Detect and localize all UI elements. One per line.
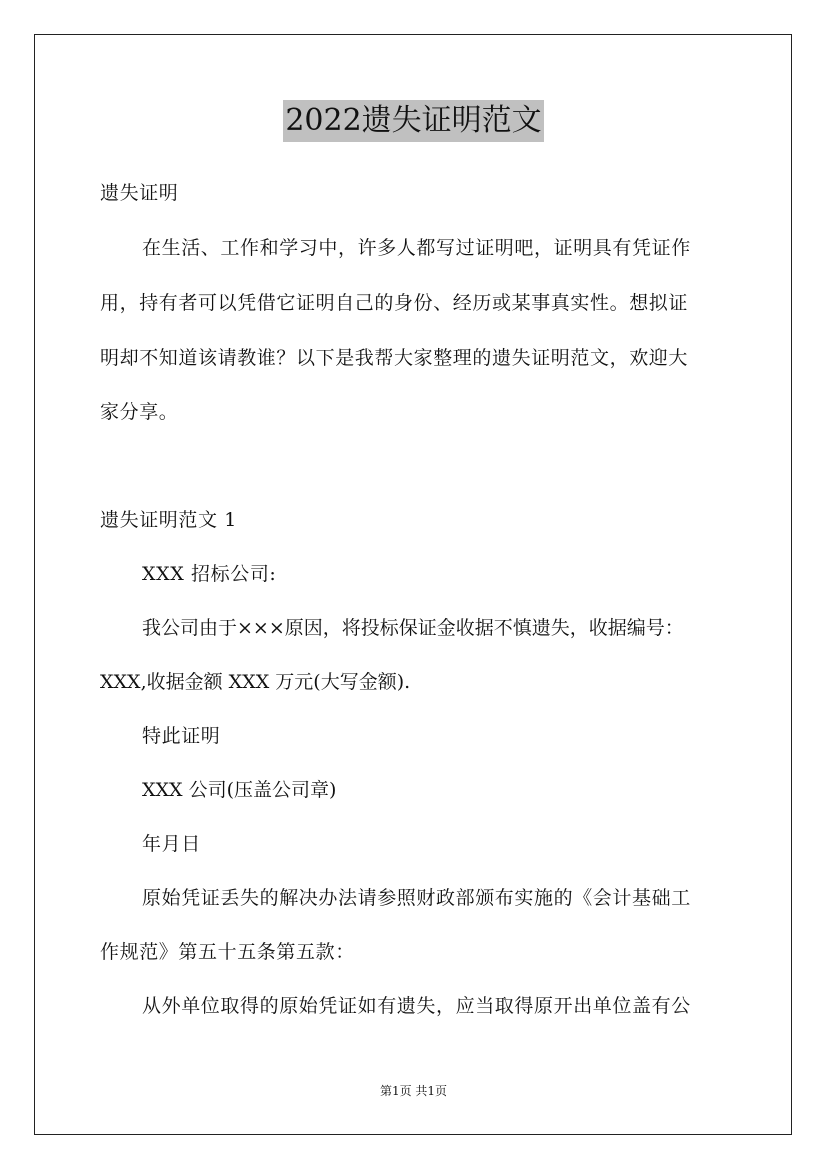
body-line-2: XXX,收据金额 XXX 万元(大写金额). [100, 671, 411, 693]
note-line-3: 从外单位取得的原始凭证如有遗失，应当取得原开出单位盖有公 [142, 995, 691, 1017]
intro-line-3: 明却不知道该请教谁？以下是我帮大家整理的遗失证明范文，欢迎大 [100, 347, 689, 369]
page-number-footer: 第1页 共1页 [379, 1084, 448, 1098]
body-line-1: 我公司由于×××原因，将投标保证金收据不慎遗失，收据编号： [142, 617, 684, 639]
addressee-line: XXX 招标公司: [142, 563, 277, 585]
intro-line-2: 用，持有者可以凭借它证明自己的身份、经历或某事真实性。想拟证 [100, 292, 689, 314]
intro-line-4: 家分享。 [100, 401, 179, 423]
intro-line-1: 在生活、工作和学习中，许多人都写过证明吧，证明具有凭证作 [142, 237, 691, 259]
date-line: 年月日 [142, 833, 201, 855]
note-line-2: 作规范》第五十五条第五款： [100, 941, 355, 963]
signature-line: XXX 公司(压盖公司章) [142, 779, 337, 801]
title-container [0, 100, 827, 142]
document-title: 2022遗失证明范文 [283, 100, 543, 142]
section-heading-sample-1: 遗失证明范文 1 [100, 509, 237, 531]
note-line-1: 原始凭证丢失的解决办法请参照财政部颁布实施的《会计基础工 [142, 887, 691, 909]
section-heading-lost-certificate: 遗失证明 [100, 182, 179, 204]
closing-line: 特此证明 [142, 725, 221, 747]
